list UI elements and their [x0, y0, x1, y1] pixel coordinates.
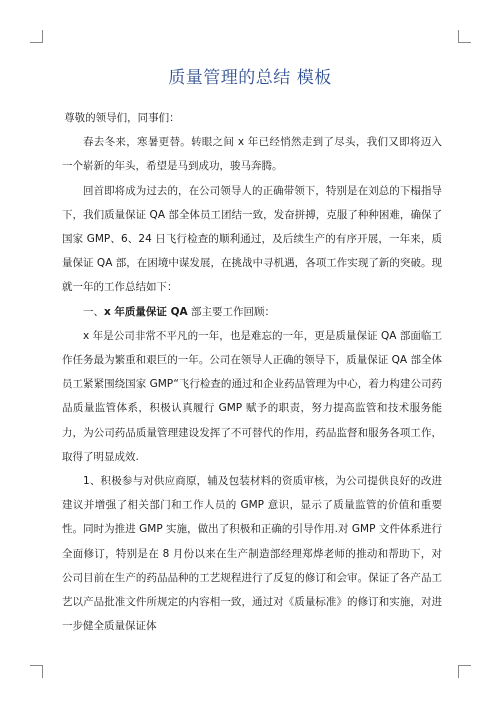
page-corner-mark [30, 665, 43, 678]
heading-suffix: 部主要工作回顾： [187, 305, 275, 318]
paragraph: 回首即将成为过去的，在公司领导人的正确带领下，特别是在刘总的下榻指导下，我们质量保证 QA 部全体员工团结一致，发奋拼搏，克服了种种困难，确保了国家 GMP、6、24 日飞行检查的顺利通过，及后续生产的有序开展，一年来，质量保证 QA 部，在困境中谋发展，在挑战中寻机遇，各项工作实现了新的突破。现就一年的工作总结如下： [62, 184, 442, 294]
page-corner-mark [458, 665, 471, 678]
document-body [62, 106, 442, 638]
heading-bold-text: x 年质量保证 QA [104, 305, 188, 318]
page-corner-mark [30, 30, 43, 43]
document-title: 质量管理的总结 模板 [168, 68, 332, 88]
section-heading [62, 300, 442, 324]
page-corner-mark [458, 30, 471, 43]
paragraph: 1、积极参与对供应商原，辅及包装材料的资质审核，为公司提供良好的改进建议并增强了相关部门和工作人员的 GMP 意识，显示了质量监管的价值和重要性。同时为推进 GMP 实施，做出了积极和正确的引导作用.对 GMP 文件体系进行全面修订，特别是在 8 月份以来在生产制造部经理郑烨老师的推动和帮助下，对公司目前在生产的药品品种的工艺规程进行了反复的修订和会审。保证了各产品工艺以产品批准文件所规定的内容相一致，通过对《质量标准》的修订和实施，对进一步健全质量保证体 [62, 475, 442, 633]
paragraph: 春去冬来，寒暑更替。转眼之间 x 年已经悄然走到了尽头，我们又即将迈入一个崭新的年头，希望是马到成功，骏马奔腾。 [62, 136, 442, 173]
heading-prefix: 一、 [83, 305, 104, 318]
greeting: 尊敬的领导们，同事们： [64, 112, 180, 124]
paragraph: x 年是公司非常不平凡的一年，也是难忘的一年，更是质量保证 QA 部面临工作任务最为繁重和艰巨的一年。公司在领导人正确的领导下，质量保证 QA 部全体员工紧紧围绕国家 GMP“飞行检查的通过和企业药品管理为中心，着力构建公司药品质量监管体系，积极认真履行 GMP 赋予的职责，努力提高监管和技术服务能力，为公司药品质量管理建设发挥了不可替代的作用，药品监督和服务各项工作，取得了明显成效. [62, 329, 442, 463]
